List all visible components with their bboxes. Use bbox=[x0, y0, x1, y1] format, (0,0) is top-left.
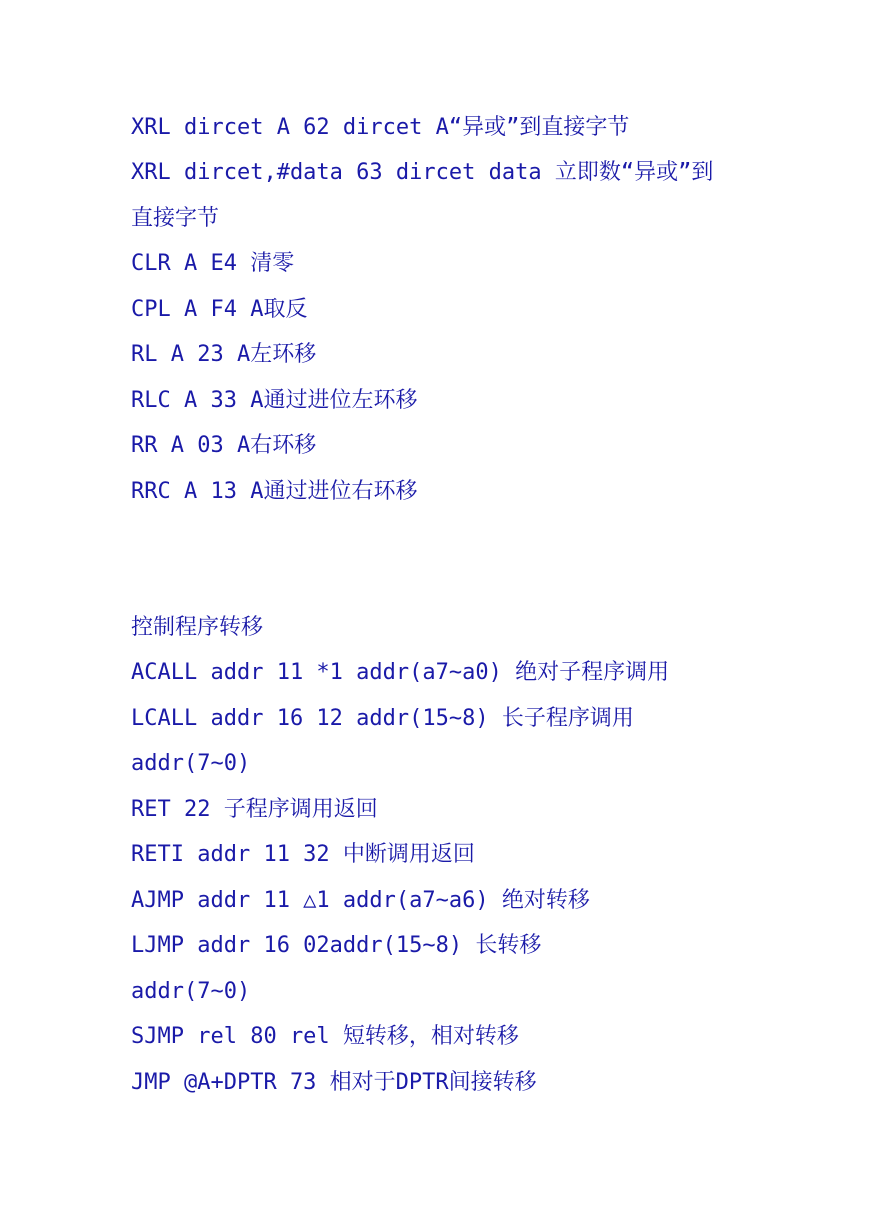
text-line: addr(7~0) bbox=[131, 751, 251, 776]
text-line: RLC A 33 A通过进位左环移 bbox=[131, 388, 418, 413]
text-line: 直接字节 bbox=[131, 206, 220, 231]
text-line: addr(7~0) bbox=[131, 979, 251, 1004]
text-line: XRL dircet A 62 dircet A“异或”到直接字节 bbox=[131, 115, 630, 140]
text-line: ACALL addr 11 *1 addr(a7~a0) 绝对子程序调用 bbox=[131, 660, 670, 685]
text-line: AJMP addr 11 △1 addr(a7~a6) 绝对转移 bbox=[131, 888, 590, 913]
text-line: RR A 03 A右环移 bbox=[131, 433, 317, 458]
text-line: XRL dircet,#data 63 dircet data 立即数“异或”到 bbox=[131, 160, 714, 185]
text-line: RET 22 子程序调用返回 bbox=[131, 797, 378, 822]
text-line: SJMP rel 80 rel 短转移，相对转移 bbox=[131, 1024, 519, 1049]
text-line: RRC A 13 A通过进位右环移 bbox=[131, 479, 418, 504]
text-line: CLR A E4 清零 bbox=[131, 251, 295, 276]
text-line: LCALL addr 16 12 addr(15~8) 长子程序调用 bbox=[131, 706, 634, 731]
section-heading: 控制程序转移 bbox=[131, 615, 264, 640]
text-line: CPL A F4 A取反 bbox=[131, 297, 308, 322]
text-line: RETI addr 11 32 中断调用返回 bbox=[131, 842, 475, 867]
text-line: JMP @A+DPTR 73 相对于DPTR间接转移 bbox=[131, 1070, 537, 1095]
text-line: RL A 23 A左环移 bbox=[131, 342, 317, 367]
text-line: LJMP addr 16 02addr(15~8) 长转移 bbox=[131, 933, 542, 958]
